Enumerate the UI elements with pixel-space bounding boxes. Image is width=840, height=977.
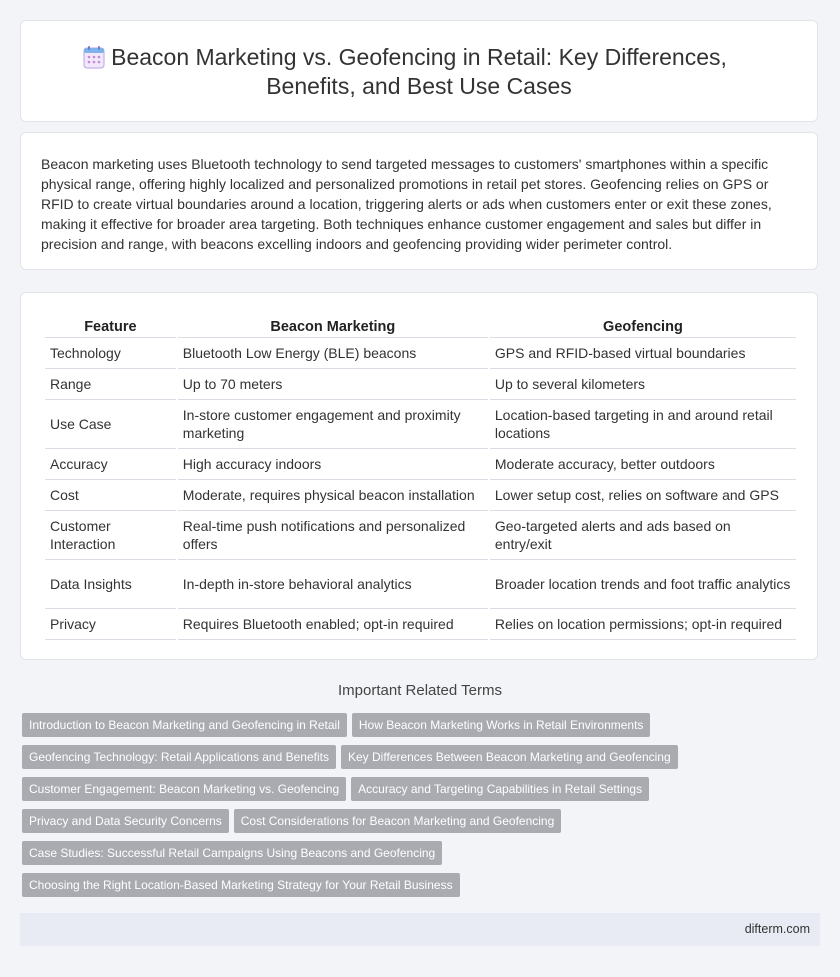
table-cell: Range (45, 369, 176, 400)
table-row (45, 609, 796, 640)
table-cell: Location-based targeting in and around retail locations (490, 400, 796, 449)
table-cell: In-depth in-store behavioral analytics (178, 560, 488, 609)
related-term-link[interactable]: Customer Engagement: Beacon Marketing vs. Geofencing (22, 777, 346, 801)
table-cell: Bluetooth Low Energy (BLE) beacons (178, 338, 488, 369)
table-cell: Cost (45, 480, 176, 511)
table-cell: Relies on location permissions; opt-in required (490, 609, 796, 640)
table-row (45, 480, 796, 511)
table-row (45, 560, 796, 609)
table-row (45, 511, 796, 560)
related-term-link[interactable]: Accuracy and Targeting Capabilities in Retail Settings (351, 777, 649, 801)
table-cell: Data Insights (45, 560, 176, 609)
table-row (45, 369, 796, 400)
related-term-link[interactable]: Privacy and Data Security Concerns (22, 809, 229, 833)
related-terms-heading: Important Related Terms (338, 682, 502, 699)
comparison-card (20, 292, 818, 660)
related-term-link[interactable]: Choosing the Right Location-Based Marketing Strategy for Your Retail Business (22, 873, 460, 897)
table-cell: Up to several kilometers (490, 369, 796, 400)
table-cell: Use Case (45, 400, 176, 449)
related-term-link[interactable]: How Beacon Marketing Works in Retail Environments (352, 713, 651, 737)
table-cell: Customer Interaction (45, 511, 176, 560)
table-cell: Up to 70 meters (178, 369, 488, 400)
title-card (20, 20, 818, 122)
intro-paragraph: Beacon marketing uses Bluetooth technology to send targeted messages to customers' smartphones within a specific physical range, offering highly localized and personalized promotions in retail pet stores. Geofencing relies on GPS or RFID to create virtual boundaries around a location, triggering alerts or ads when customers enter or exit these zones, making it effective for broader area targeting. Both techniques enhance customer engagement and sales but differ in precision and range, with beacons excelling indoors and geofencing providing wider perimeter control. (41, 156, 772, 252)
page-title: Beacon Marketing vs. Geofencing in Retail: Key Differences, Benefits, and Best Use Cases (111, 44, 727, 99)
related-term-link[interactable]: Geofencing Technology: Retail Applications and Benefits (22, 745, 336, 769)
table-cell: Privacy (45, 609, 176, 640)
table-row (45, 400, 796, 449)
table-cell: Moderate accuracy, better outdoors (490, 449, 796, 480)
table-cell: Geo-targeted alerts and ads based on entry/exit (490, 511, 796, 560)
related-term-link[interactable]: Case Studies: Successful Retail Campaigns Using Beacons and Geofencing (22, 841, 442, 865)
table-cell: In-store customer engagement and proximity marketing (178, 400, 488, 449)
footer (20, 913, 820, 946)
related-term-link[interactable]: Cost Considerations for Beacon Marketing and Geofencing (234, 809, 562, 833)
table-row (45, 338, 796, 369)
related-term-link[interactable]: Key Differences Between Beacon Marketing and Geofencing (341, 745, 678, 769)
table-cell: GPS and RFID-based virtual boundaries (490, 338, 796, 369)
site-name[interactable]: difterm.com (744, 922, 810, 936)
table-header-row (45, 315, 796, 338)
table-cell: Technology (45, 338, 176, 369)
table-cell: Lower setup cost, relies on software and GPS (490, 480, 796, 511)
column-header: Beacon Marketing (178, 315, 488, 338)
table-cell: High accuracy indoors (178, 449, 488, 480)
intro-card (20, 132, 818, 270)
table-cell: Requires Bluetooth enabled; opt-in required (178, 609, 488, 640)
column-header: Feature (45, 315, 176, 338)
column-header: Geofencing (490, 315, 796, 338)
table-cell: Real-time push notifications and personalized offers (178, 511, 488, 560)
related-terms-list (22, 713, 722, 905)
comparison-table (43, 315, 798, 640)
table-row (45, 449, 796, 480)
table-cell: Moderate, requires physical beacon installation (178, 480, 488, 511)
related-term-link[interactable]: Introduction to Beacon Marketing and Geofencing in Retail (22, 713, 347, 737)
table-cell: Broader location trends and foot traffic analytics (490, 560, 796, 609)
table-cell: Accuracy (45, 449, 176, 480)
